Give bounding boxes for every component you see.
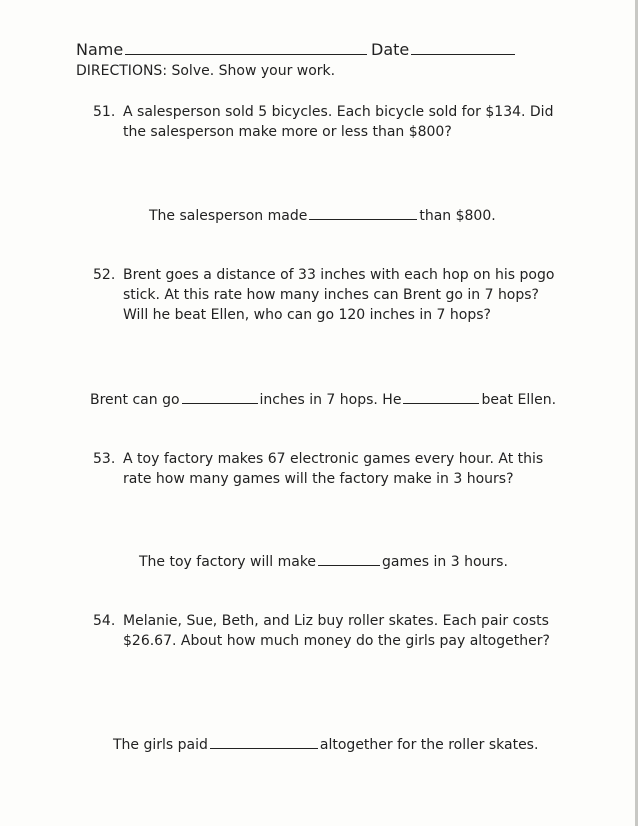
answer-blank[interactable]: [403, 389, 479, 404]
answer-text: The salesperson made: [149, 208, 308, 224]
question-53: [93, 449, 543, 489]
question-text-line: Melanie, Sue, Beth, and Liz buy roller skates. Each pair costs: [123, 613, 549, 629]
date-label: Date: [371, 40, 410, 59]
name-blank[interactable]: [125, 40, 367, 55]
answer-blank[interactable]: [318, 551, 380, 566]
date-row: [371, 40, 517, 59]
answer-text: than $800.: [419, 208, 496, 224]
question-52: [93, 265, 554, 325]
question-text-line: the salesperson make more or less than $800?: [123, 124, 452, 140]
answer-54: [113, 734, 538, 753]
answer-text: The toy factory will make: [139, 554, 317, 570]
question-number: 52.: [93, 267, 116, 283]
answer-text: The girls paid: [113, 737, 208, 753]
question-text-line: rate how many games will the factory make in 3 hours?: [123, 471, 514, 487]
question-54: [93, 611, 550, 651]
question-text-line: Will he beat Ellen, who can go 120 inches in 7 hops?: [123, 307, 491, 323]
question-text-line: A toy factory makes 67 electronic games every hour. At this: [123, 451, 544, 467]
answer-text: Brent can go: [90, 392, 180, 408]
question-number: 51.: [93, 104, 116, 120]
question-text-line: Brent goes a distance of 33 inches with each hop on his pogo: [123, 267, 555, 283]
name-row: [76, 40, 369, 59]
answer-text: games in 3 hours.: [382, 554, 508, 570]
question-51: [93, 102, 553, 142]
answer-51: [149, 205, 496, 224]
date-blank[interactable]: [411, 40, 515, 55]
directions: DIRECTIONS: Solve. Show your work.: [76, 63, 336, 79]
question-number: 54.: [93, 613, 116, 629]
question-text-line: stick. At this rate how many inches can Brent go in 7 hops?: [123, 287, 539, 303]
answer-text: inches in 7 hops. He: [259, 392, 402, 408]
answer-53: [139, 551, 508, 570]
question-number: 53.: [93, 451, 116, 467]
answer-blank[interactable]: [182, 389, 258, 404]
answer-blank[interactable]: [210, 734, 318, 749]
answer-52: [90, 389, 556, 408]
answer-text: altogether for the roller skates.: [319, 737, 539, 753]
question-text-line: A salesperson sold 5 bicycles. Each bicycle sold for $134. Did: [123, 104, 554, 120]
question-text-line: $26.67. About how much money do the girls pay altogether?: [123, 633, 550, 649]
answer-text: beat Ellen.: [481, 392, 557, 408]
answer-blank[interactable]: [309, 205, 417, 220]
name-label: Name: [76, 40, 124, 59]
